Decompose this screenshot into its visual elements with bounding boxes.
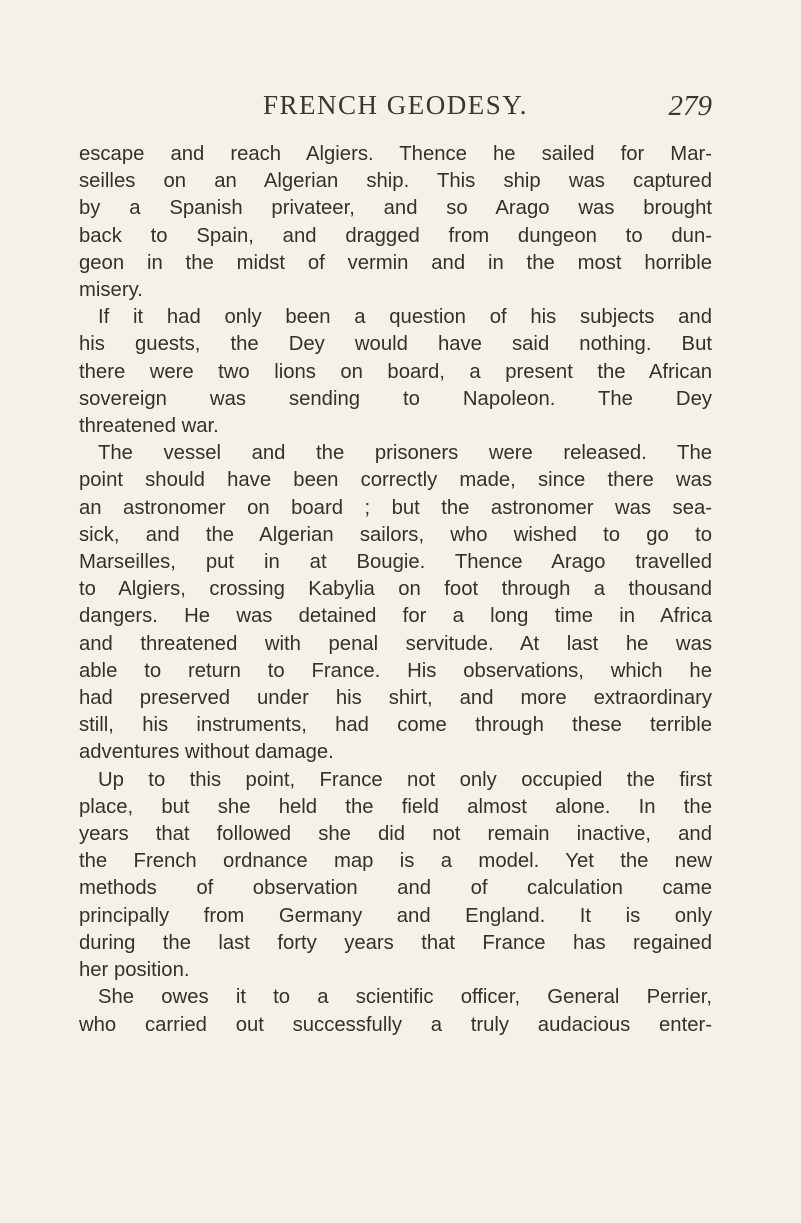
text-line: methods of observation and of calculation came	[79, 877, 712, 900]
text-line: her position.	[79, 959, 190, 982]
text-line: place, but she held the field almost alone. In the	[79, 795, 712, 818]
text-line: seilles on an Algerian ship. This ship was captured	[79, 170, 712, 193]
text-line: years that followed she did not remain inactive, and	[79, 823, 712, 846]
paragraph-4	[79, 767, 712, 985]
text-line: there were two lions on board, a present the African	[79, 360, 712, 383]
text-line: escape and reach Algiers. Thence he sailed for Mar-	[79, 143, 712, 165]
text-line: had preserved under his shirt, and more extraordinary	[79, 687, 712, 710]
text-line: to Algiers, crossing Kabylia on foot through a thousand	[79, 578, 712, 601]
text-line: The vessel and the prisoners were released. The	[98, 442, 712, 465]
text-line: back to Spain, and dragged from dungeon to dun-	[79, 224, 712, 247]
text-line: able to return to France. His observations, which he	[79, 659, 712, 682]
text-line: If it had only been a question of his subjects and	[98, 306, 712, 329]
text-line: his guests, the Dey would have said nothing. But	[79, 333, 712, 356]
text-line: Up to this point, France not only occupied the first	[98, 768, 712, 791]
running-head	[79, 90, 712, 130]
text-line: and threatened with penal servitude. At last he was	[79, 632, 712, 655]
paragraph-5	[79, 984, 712, 1038]
running-title: FRENCH GEODESY.	[262, 90, 529, 120]
text-line: an astronomer on board ; but the astronomer was sea-	[79, 496, 712, 519]
text-line: by a Spanish privateer, and so Arago was brought	[79, 197, 712, 220]
paragraph-1	[79, 141, 712, 304]
text-line: sovereign was sending to Napoleon. The Dey	[79, 387, 712, 410]
text-line: dangers. He was detained for a long time in Africa	[79, 605, 712, 628]
text-line: point should have been correctly made, since there was	[79, 469, 712, 492]
text-line: the French ordnance map is a model. Yet the new	[79, 850, 712, 873]
text-line: threatened war.	[79, 415, 219, 438]
paragraph-2	[79, 304, 712, 440]
body-text	[79, 141, 712, 1039]
text-line: principally from Germany and England. It is only	[79, 904, 712, 927]
text-line: adventures without damage.	[79, 741, 334, 764]
page-number: 279	[668, 90, 712, 122]
text-line: during the last forty years that France has regained	[79, 931, 712, 954]
text-line: She owes it to a scientific officer, General Perrier,	[98, 986, 712, 1009]
text-line: Marseilles, put in at Bougie. Thence Arago travelled	[79, 551, 712, 574]
text-line: who carried out successfully a truly audacious enter-	[79, 1013, 712, 1036]
text-line: still, his instruments, had come through these terrible	[79, 714, 712, 737]
text-line: sick, and the Algerian sailors, who wished to go to	[79, 523, 712, 546]
text-line: misery.	[79, 279, 143, 302]
paragraph-3	[79, 440, 712, 766]
text-line: geon in the midst of vermin and in the most horrible	[79, 251, 712, 274]
